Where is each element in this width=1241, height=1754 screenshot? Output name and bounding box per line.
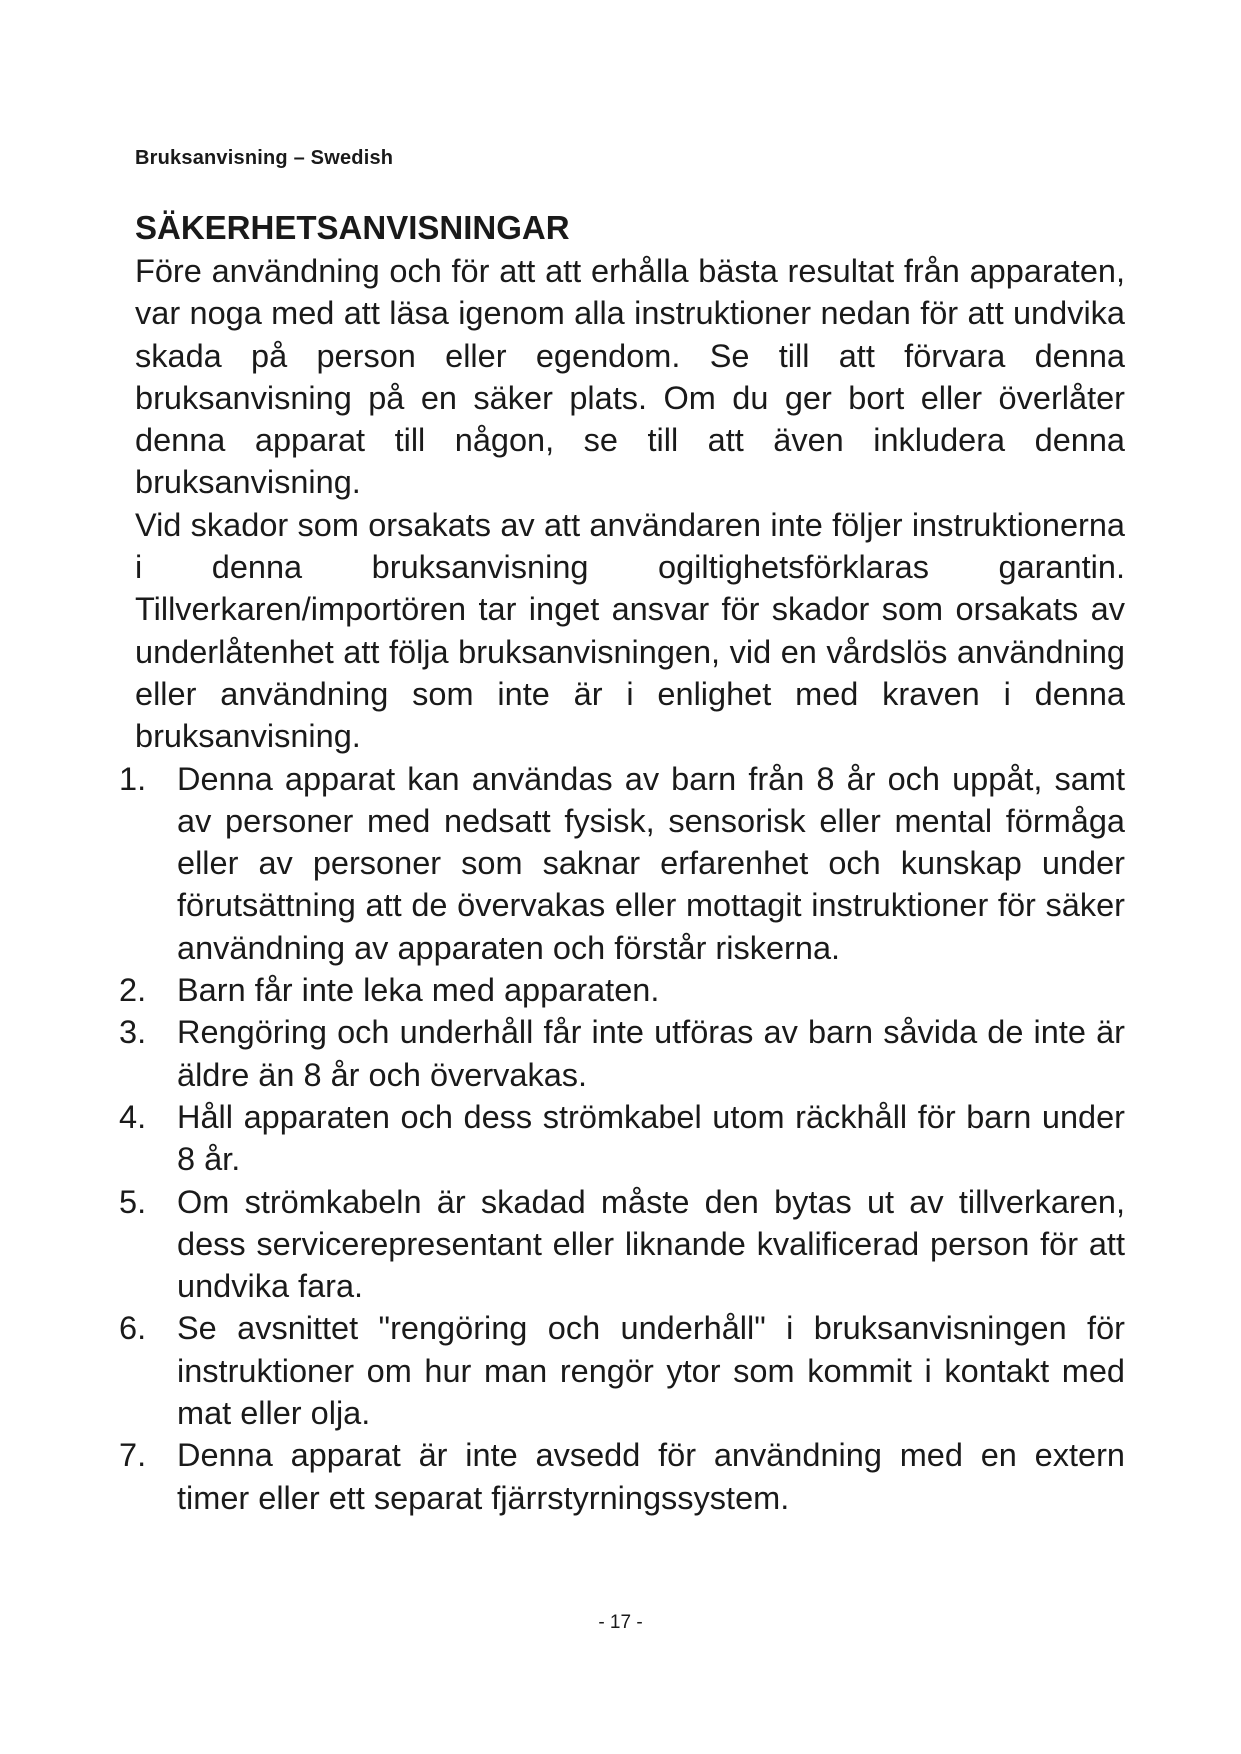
list-item-text: Håll apparaten och dess strömkabel utom räckhåll för barn under 8 år.: [177, 1098, 1125, 1178]
safety-section: [119, 206, 1125, 1519]
list-item-text: Denna apparat kan användas av barn från 8 år och uppåt, samt av personer med nedsatt fysisk, sensorisk eller mental förmåga eller av personer som saknar erfarenhet och kunskap under förutsättning att de övervakas eller mottagit instruktioner för säker användning av apparaten och förstår riskerna.: [177, 760, 1125, 966]
list-item: [119, 1011, 1125, 1096]
list-item: [119, 1434, 1125, 1519]
list-item-text: Om strömkabeln är skadad måste den bytas ut av tillverkaren, dess servicerepresentant eller liknande kvalificerad person för att undvika fara.: [177, 1183, 1125, 1305]
list-item-text: Se avsnittet "rengöring och underhåll" i bruksanvisningen för instruktioner om hur man rengör ytor som kommit i kontakt med mat eller olja.: [177, 1310, 1125, 1432]
manual-language-header: Bruksanvisning – Swedish: [135, 147, 394, 169]
list-item-number: 7.: [119, 1437, 147, 1474]
list-item-text: Barn får inte leka med apparaten.: [177, 972, 660, 1009]
intro-paragraph: Före användning och för att att erhålla bästa resultat från apparaten, var noga med att läsa igenom alla instruktioner nedan för att undvika skada på person eller egendom. Se till att förvara denna bruksanvisning på en säker plats. Om du ger bort eller överlåter denna apparat till någon, se till att även inkludera denna bruksanvisning.: [135, 253, 1125, 501]
section-title: SÄKERHETSANVISNINGAR: [135, 209, 570, 246]
page-number: - 17 -: [598, 1612, 643, 1633]
list-item: [119, 1307, 1125, 1434]
list-item-number: 1.: [119, 760, 147, 797]
list-item-text: Denna apparat är inte avsedd för användning med en extern timer eller ett separat fjärrstyrningssystem.: [177, 1437, 1125, 1516]
list-item-number: 5.: [119, 1183, 147, 1220]
list-item: [119, 969, 1125, 1011]
list-item: [119, 1096, 1125, 1181]
list-item-number: 2.: [119, 972, 147, 1009]
list-item-number: 6.: [119, 1310, 147, 1347]
list-item: [119, 1181, 1125, 1308]
warranty-paragraph: Vid skador som orsakats av att användaren inte följer instruktionerna i denna bruksanvisning ogiltighetsförklaras garantin. Tillverkaren/importören tar inget ansvar för skador som orsakats av underlåtenhet att följa bruksanvisningen, vid en vårdslös användning eller användning som inte är i enlighet med kraven i denna bruksanvisning.: [135, 506, 1125, 755]
safety-instructions-list: [119, 758, 1125, 1519]
list-item-text: Rengöring och underhåll får inte utföras av barn såvida de inte är äldre än 8 år och övervakas.: [177, 1014, 1125, 1093]
list-item-number: 3.: [119, 1014, 147, 1051]
list-item-number: 4.: [119, 1098, 147, 1135]
list-item: [119, 758, 1125, 969]
